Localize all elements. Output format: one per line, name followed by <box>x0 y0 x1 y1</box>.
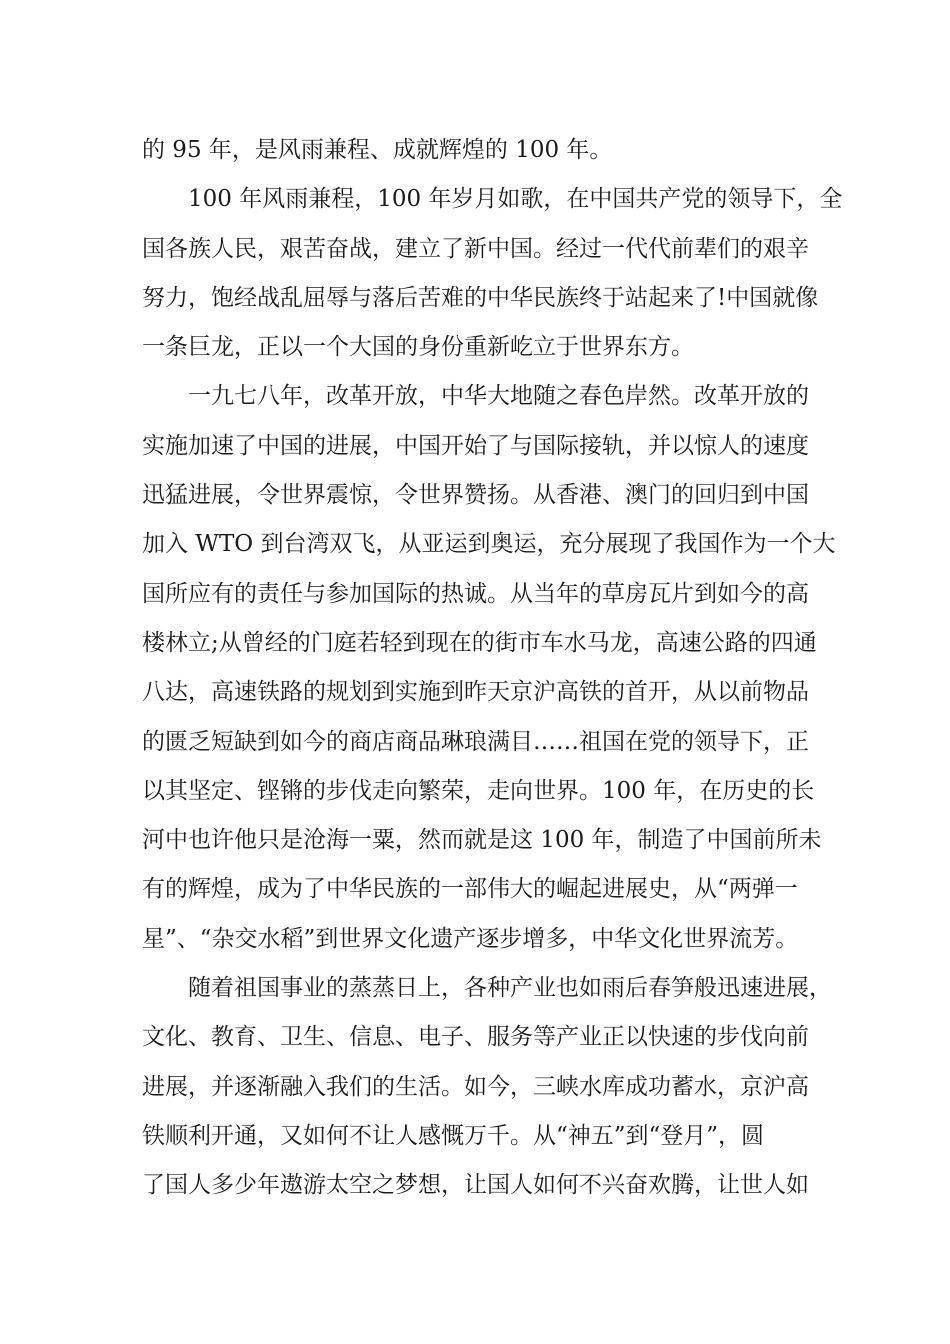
text-line: 的 95 年，是风雨兼程、成就辉煌的 100 年。 <box>142 137 613 163</box>
text-line: 八达，高速铁路的规划到实施到昨天京沪高铁的首开，从以前物品 <box>142 679 809 706</box>
text-line: 楼林立;从曾经的门庭若轻到现在的街市车水马龙，高速公路的四通 <box>142 629 817 656</box>
text-line: 星”、“杂交水稻”到世界文化遗产逐步增多，中华文化世界流芳。 <box>142 925 799 952</box>
paragraph-start-line: 一九七八年，改革开放，中华大地随之春色岸然。改革开放的 <box>188 383 809 410</box>
text-line: 加入 WTO 到台湾双飞，从亚运到奥运，充分展现了我国作为一个大 <box>142 531 836 558</box>
paragraph-start-line: 100 年风雨兼程，100 年岁月如歌，在中国共产党的领导下，全 <box>188 186 843 213</box>
text-line: 的匮乏短缺到如今的商店商品琳琅满目……祖国在党的领导下，正 <box>142 728 809 755</box>
text-line: 进展，并逐渐融入我们的生活。如今，三峡水库成功蓄水，京沪高 <box>142 1073 809 1100</box>
text-line: 了国人多少年遨游太空之梦想，让国人如何不兴奋欢腾，让世人如 <box>142 1172 809 1199</box>
text-line: 有的辉煌，成为了中华民族的一部伟大的崛起进展史，从“两弹一 <box>142 876 798 903</box>
text-line: 一条巨龙，正以一个大国的身份重新屹立于世界东方。 <box>142 334 694 361</box>
body-text <box>142 126 842 1211</box>
text-line: 铁顺利开通，又如何不让人感慨万千。从“神五”到“登月”，圆 <box>142 1122 765 1149</box>
paragraph-start-line: 随着祖国事业的蒸蒸日上，各种产业也如雨后春笋般迅速进展， <box>188 975 832 1002</box>
text-line: 国所应有的责任与参加国际的热诚。从当年的草房瓦片到如今的高 <box>142 580 809 607</box>
text-line: 文化、教育、卫生、信息、电子、服务等产业正以快速的步伐向前 <box>142 1024 809 1051</box>
text-line: 努力，饱经战乱屈辱与落后苦难的中华民族终于站起来了!中国就像 <box>142 284 819 311</box>
text-line: 河中也许他只是沧海一粟，然而就是这 100 年，制造了中国前所未 <box>142 827 822 854</box>
text-line: 迅猛进展，令世界震惊，令世界赞扬。从香港、澳门的回归到中国 <box>142 482 809 509</box>
text-line: 实施加速了中国的进展，中国开始了与国际接轨，并以惊人的速度 <box>142 432 809 459</box>
text-line: 国各族人民，艰苦奋战，建立了新中国。经过一代代前辈们的艰辛 <box>142 235 809 262</box>
text-line: 以其坚定、铿锵的步伐走向繁荣，走向世界。100 年，在历史的长 <box>142 777 815 804</box>
